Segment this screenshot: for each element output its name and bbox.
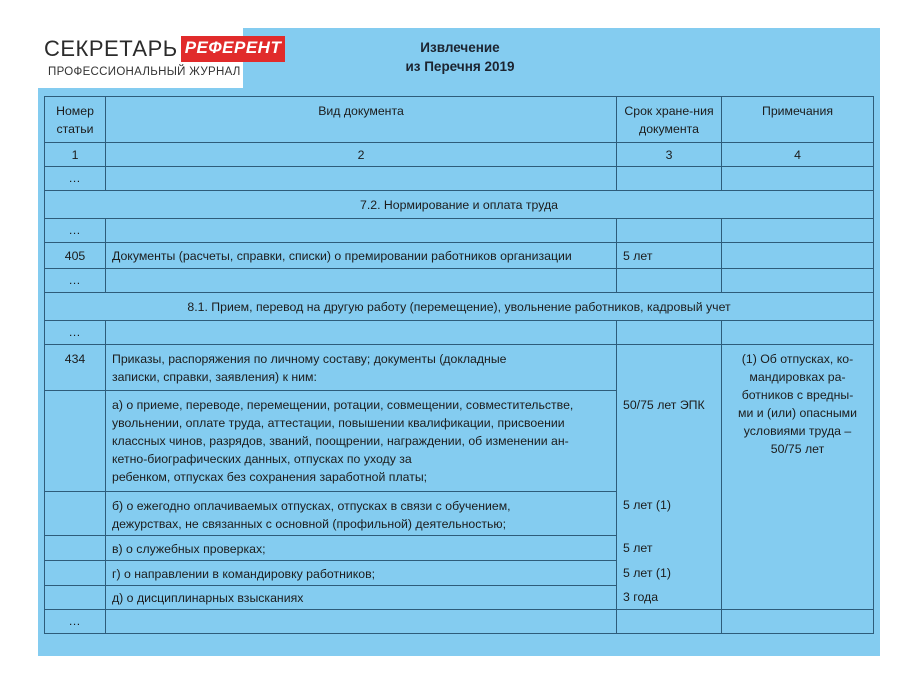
- ellipsis-row: [45, 321, 874, 345]
- section-heading: 7.2. Нормирование и оплата труда: [45, 191, 874, 219]
- document-type: [106, 491, 617, 535]
- title-line-1: Извлечение: [420, 40, 500, 55]
- header-term: [617, 97, 722, 143]
- retention-term: 5 лет: [623, 541, 653, 555]
- index-row: [45, 143, 874, 167]
- index-cell: 4: [722, 143, 874, 167]
- page-title: [300, 38, 620, 76]
- document-type: [106, 391, 617, 491]
- ellipsis-cell: …: [45, 167, 106, 191]
- table-header-row: [45, 97, 874, 143]
- title-line-2: из Перечня 2019: [405, 59, 515, 74]
- text-line: дежурствах, не связанных с основной (профильной) деятельностью;: [112, 516, 507, 531]
- text-line: записки, справки, заявления) к ним:: [112, 370, 317, 384]
- empty-cell: [106, 610, 617, 634]
- index-cell: 2: [106, 143, 617, 167]
- header-type: [106, 97, 617, 143]
- empty-cell: [45, 585, 106, 609]
- header-num: [45, 97, 106, 143]
- retention-term: 50/75 лет ЭПК: [623, 398, 705, 412]
- text-line: увольнении, оплате труда, аттестации, повышении квалификации, присвоении: [112, 416, 565, 431]
- document-type: [106, 345, 617, 391]
- ellipsis-cell: …: [45, 610, 106, 634]
- note-line: 50/75 лет: [770, 442, 825, 456]
- empty-cell: [617, 321, 722, 345]
- text-line: б) о ежегодно оплачиваемых отпусках, отпусках в связи с обучением,: [112, 498, 511, 513]
- ellipsis-row: [45, 269, 874, 293]
- text-line: Приказы, распоряжения по личному составу; документы (докладные: [112, 352, 507, 366]
- ellipsis-cell: …: [45, 219, 106, 243]
- empty-cell: [617, 167, 722, 191]
- empty-cell: [722, 321, 874, 345]
- table-row-434-intro: [45, 345, 874, 391]
- empty-cell: [617, 219, 722, 243]
- table-row-405: [45, 243, 874, 269]
- header-num-label: Номер статьи: [56, 104, 94, 136]
- document-type: в) о служебных проверках;: [106, 535, 617, 560]
- note-line: ботников с вредны-: [741, 388, 854, 402]
- note-line: (1) Об отпусках, ко-: [741, 352, 854, 366]
- text-line: ребенком, отпусках без сохранения заработной платы;: [112, 470, 428, 485]
- note-cell: [722, 345, 874, 610]
- empty-cell: [722, 610, 874, 634]
- empty-cell: [106, 269, 617, 293]
- journal-logo: [0, 28, 282, 88]
- section-row-7-2: [45, 191, 874, 219]
- retention-term: 5 лет (1): [623, 498, 671, 512]
- empty-cell: [722, 269, 874, 293]
- document-type: Документы (расчеты, справки, списки) о премировании работников организации: [106, 243, 617, 269]
- empty-cell: [722, 167, 874, 191]
- header-note-label: Примечания: [762, 104, 833, 118]
- note-line: ми и (или) опасными: [738, 406, 857, 420]
- empty-cell: [45, 391, 106, 491]
- empty-cell: [45, 535, 106, 560]
- empty-cell: [45, 491, 106, 535]
- index-cell: 3: [617, 143, 722, 167]
- empty-cell: [617, 610, 722, 634]
- index-cell: 1: [45, 143, 106, 167]
- text-line: классных чинов, разрядов, званий, поощрении, награждении, об изменении ан-: [112, 434, 569, 449]
- logo-badge: РЕФЕРЕНТ: [181, 36, 286, 62]
- ellipsis-cell: …: [45, 321, 106, 345]
- document-type: д) о дисциплинарных взысканиях: [106, 585, 617, 609]
- header-note: [722, 97, 874, 143]
- retention-term: 3 года: [623, 590, 659, 604]
- note-line: условиями труда –: [743, 424, 852, 438]
- retention-term-column: [617, 345, 722, 610]
- empty-cell: [722, 243, 874, 269]
- note-line: мандировках ра-: [749, 370, 846, 384]
- text-line: а) о приеме, переводе, перемещении, ротации, совмещении, совместительстве,: [112, 398, 574, 413]
- article-number: 434: [45, 345, 106, 391]
- retention-term: 5 лет (1): [623, 566, 671, 580]
- document-type: г) о направлении в командировку работников;: [106, 560, 617, 585]
- empty-cell: [45, 560, 106, 585]
- empty-cell: [106, 321, 617, 345]
- header-type-label: Вид документа: [318, 104, 404, 118]
- empty-cell: [106, 167, 617, 191]
- empty-cell: [722, 219, 874, 243]
- retention-term: 5 лет: [617, 243, 722, 269]
- article-number: 405: [45, 243, 106, 269]
- header-term-label: Срок хране-ния документа: [624, 104, 714, 136]
- ellipsis-row: [45, 167, 874, 191]
- empty-cell: [617, 269, 722, 293]
- text-line: кетно-биографических данных, отпусках по уходу за: [112, 452, 412, 467]
- ellipsis-row: [45, 219, 874, 243]
- ellipsis-row: [45, 610, 874, 634]
- logo-brand-text: СЕКРЕТАРЬ: [44, 36, 178, 61]
- empty-cell: [106, 219, 617, 243]
- logo-subtitle: ПРОФЕССИОНАЛЬНЫЙ ЖУРНАЛ: [48, 66, 241, 78]
- ellipsis-cell: …: [45, 269, 106, 293]
- section-heading: 8.1. Прием, перевод на другую работу (перемещение), увольнение работников, кадровый учет: [45, 293, 874, 321]
- document-retention-table: [44, 96, 874, 634]
- section-row-8-1: [45, 293, 874, 321]
